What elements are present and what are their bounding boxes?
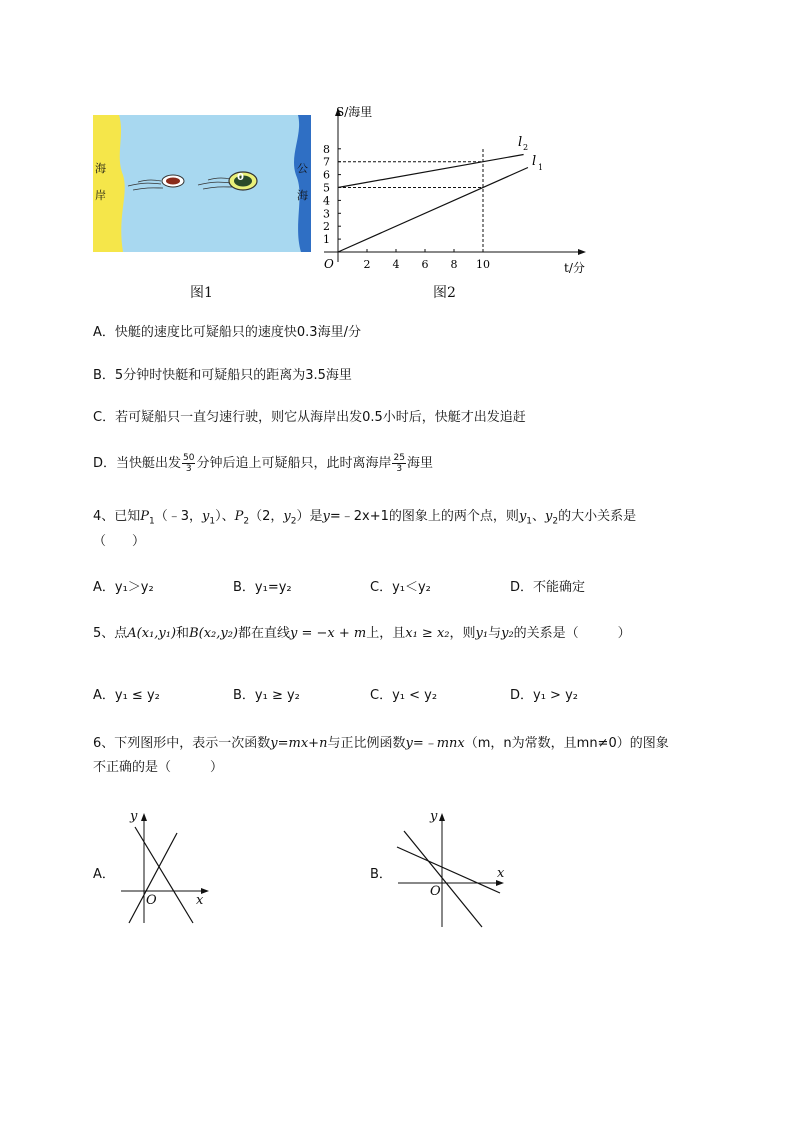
fraction-denominator: 3 xyxy=(396,464,403,474)
y-tick-label: 8 xyxy=(323,142,330,156)
y2-subscript: 2 xyxy=(290,516,297,527)
point-b-coord: (x₂,y₂) xyxy=(198,626,238,641)
y2b-subscript: 2 xyxy=(552,516,559,527)
q5-stem-c: 上，且 xyxy=(366,626,406,641)
y-tick-label: 7 xyxy=(323,155,330,169)
var-y2: y xyxy=(283,509,291,524)
q4-answer-paren: （ ） xyxy=(93,534,146,549)
fraction-25-3 xyxy=(392,453,405,474)
left-shore-char-1: 海 xyxy=(95,162,106,175)
q3-option-d xyxy=(93,452,433,476)
q6-b-origin: O xyxy=(430,884,441,899)
line-equation: y = −x + m xyxy=(290,626,367,641)
figure-1-caption: 图1 xyxy=(190,285,213,301)
sea-area xyxy=(93,115,311,252)
q5-and: 和 xyxy=(176,626,190,641)
func-rest: =﹣2x+1 xyxy=(329,509,389,524)
x-tick-label: 2 xyxy=(363,258,371,271)
figure-2-caption: 图2 xyxy=(433,285,456,301)
q5-option-d: D．y₁ > y₂ xyxy=(510,688,578,703)
q5-condition: x₁ ≥ x₂ xyxy=(405,626,450,641)
left-shore-char-2: 岸 xyxy=(95,189,106,202)
q6-stem-a: 6、下列图形中，表示一次函数 xyxy=(93,736,271,751)
q3-d-prefix: D．当快艇出发 xyxy=(93,456,182,471)
line-l2-label: l xyxy=(518,135,523,150)
distance-time-chart xyxy=(312,98,592,283)
x-tick-label: 10 xyxy=(476,258,490,271)
q5-yu: 与 xyxy=(488,626,502,641)
x-tick-label: 8 xyxy=(450,258,458,271)
var-y2b: y xyxy=(545,509,553,524)
y-tick-label: 2 xyxy=(323,220,330,234)
point-a: A xyxy=(127,626,137,641)
q6-func-2: y=﹣mnx xyxy=(405,736,465,751)
sea-scene-illustration xyxy=(93,115,311,252)
q5-stem-d: ，则 xyxy=(449,626,476,641)
right-shore-char-1: 公 xyxy=(297,162,308,175)
q6-b-axis-x: x xyxy=(497,866,505,881)
q3-option-b: B．5分钟时快艇和可疑船只的距离为3.5海里 xyxy=(93,368,352,383)
q3-option-c: C．若可疑船只一直匀速行驶，则它从海岸出发0.5小时后，快艇才出发追赶 xyxy=(93,410,526,425)
x-tick-label: 6 xyxy=(421,258,429,271)
q5-stem-b: 都在直线 xyxy=(238,626,291,641)
figure-1 xyxy=(93,115,311,252)
fraction-numerator: 25 xyxy=(393,453,405,463)
right-shore-char-2: 海 xyxy=(297,189,308,202)
x-axis-label: t/分 xyxy=(564,261,585,275)
line-l1-subscript: 1 xyxy=(538,163,544,172)
y-tick-label: 6 xyxy=(323,168,330,182)
y1-subscript: 1 xyxy=(209,516,216,527)
q5-option-a: A．y₁ ≤ y₂ xyxy=(93,688,160,703)
fraction-denominator: 3 xyxy=(185,464,192,474)
y-tick-label: 3 xyxy=(323,207,330,221)
q6-a-origin: O xyxy=(146,893,157,908)
point-a-coord: (x₁,y₁) xyxy=(136,626,177,641)
line-l2-subscript: 2 xyxy=(523,143,529,152)
q5-y2: y₂ xyxy=(501,626,514,641)
q6-b-axis-y: y xyxy=(430,809,438,824)
q4-stem xyxy=(93,508,636,531)
y-tick-label: 5 xyxy=(323,181,330,195)
p1-coord: （﹣3， xyxy=(154,509,203,524)
x-tick-label: 4 xyxy=(392,258,400,271)
line-l1-label: l xyxy=(532,154,537,169)
q4-sep-1: ）、 xyxy=(215,509,235,524)
q5-option-b: B．y₁ ≥ y₂ xyxy=(233,688,300,703)
q4-option-d: D．不能确定 xyxy=(510,580,586,595)
boat-2-label: 0 xyxy=(237,172,244,183)
q5-y1: y₁ xyxy=(475,626,489,641)
q6-stem xyxy=(93,735,669,753)
p2-subscript: 2 xyxy=(243,516,250,527)
q4-stem-c: 的大小关系是 xyxy=(558,509,637,524)
point-p2: P xyxy=(234,509,244,524)
q4-option-a: A．y₁＞y₂ xyxy=(93,580,154,595)
q5-option-c: C．y₁ < y₂ xyxy=(370,688,438,703)
fraction-numerator: 50 xyxy=(183,453,195,463)
fraction-50-3 xyxy=(182,453,195,474)
q4-sep-2: ）是 xyxy=(296,509,323,524)
y-axis-label: S/海里 xyxy=(336,105,373,119)
q4-stem-b: 的图象上的两个点，则 xyxy=(388,509,519,524)
q3-d-suffix: 海里 xyxy=(406,456,433,471)
q5-stem xyxy=(93,625,631,643)
q4-option-b: B．y₁=y₂ xyxy=(233,580,292,595)
q6-stem-line-2: 不正确的是（ ） xyxy=(93,760,224,775)
q6-func-1: y=mx+n xyxy=(270,736,328,751)
var-y1b: y xyxy=(518,509,527,524)
x-axis-arrow xyxy=(578,249,586,255)
q4-stem-a: 4、已知 xyxy=(93,509,141,524)
q6-option-b-label: B． xyxy=(370,867,392,882)
q6-stem-c: （m，n为常数，且mn≠0）的图象 xyxy=(464,736,669,751)
q5-stem-e: 的关系是（ ） xyxy=(513,626,631,641)
series-line-l2 xyxy=(338,154,524,187)
q5-stem-a: 5、点 xyxy=(93,626,128,641)
q4-option-c: C．y₁＜y₂ xyxy=(370,580,431,595)
y1b-subscript: 1 xyxy=(526,516,533,527)
q6-a-axis-y: y xyxy=(130,809,138,824)
q6-stem-b: 与正比例函数 xyxy=(327,736,406,751)
y-tick-label: 4 xyxy=(323,194,330,208)
point-p1: P xyxy=(140,509,150,524)
q3-d-middle: 分钟后追上可疑船只，此时离海岸 xyxy=(196,456,392,471)
left-shore xyxy=(93,115,125,252)
q4-sep-3: 、 xyxy=(532,509,546,524)
q6-a-axis-x: x xyxy=(196,893,204,908)
p2-coord: （2， xyxy=(249,509,284,524)
p1-subscript: 1 xyxy=(149,516,155,527)
point-b: B xyxy=(189,626,199,641)
y-tick-label: 1 xyxy=(323,233,330,247)
series-line-l1 xyxy=(338,168,528,252)
q3-option-a: A．快艇的速度比可疑船只的速度快0.3海里/分 xyxy=(93,325,361,340)
var-y1: y xyxy=(202,509,210,524)
q6-option-a-label: A． xyxy=(93,867,115,882)
func-y: y xyxy=(322,509,330,524)
origin-label: O xyxy=(324,257,334,271)
